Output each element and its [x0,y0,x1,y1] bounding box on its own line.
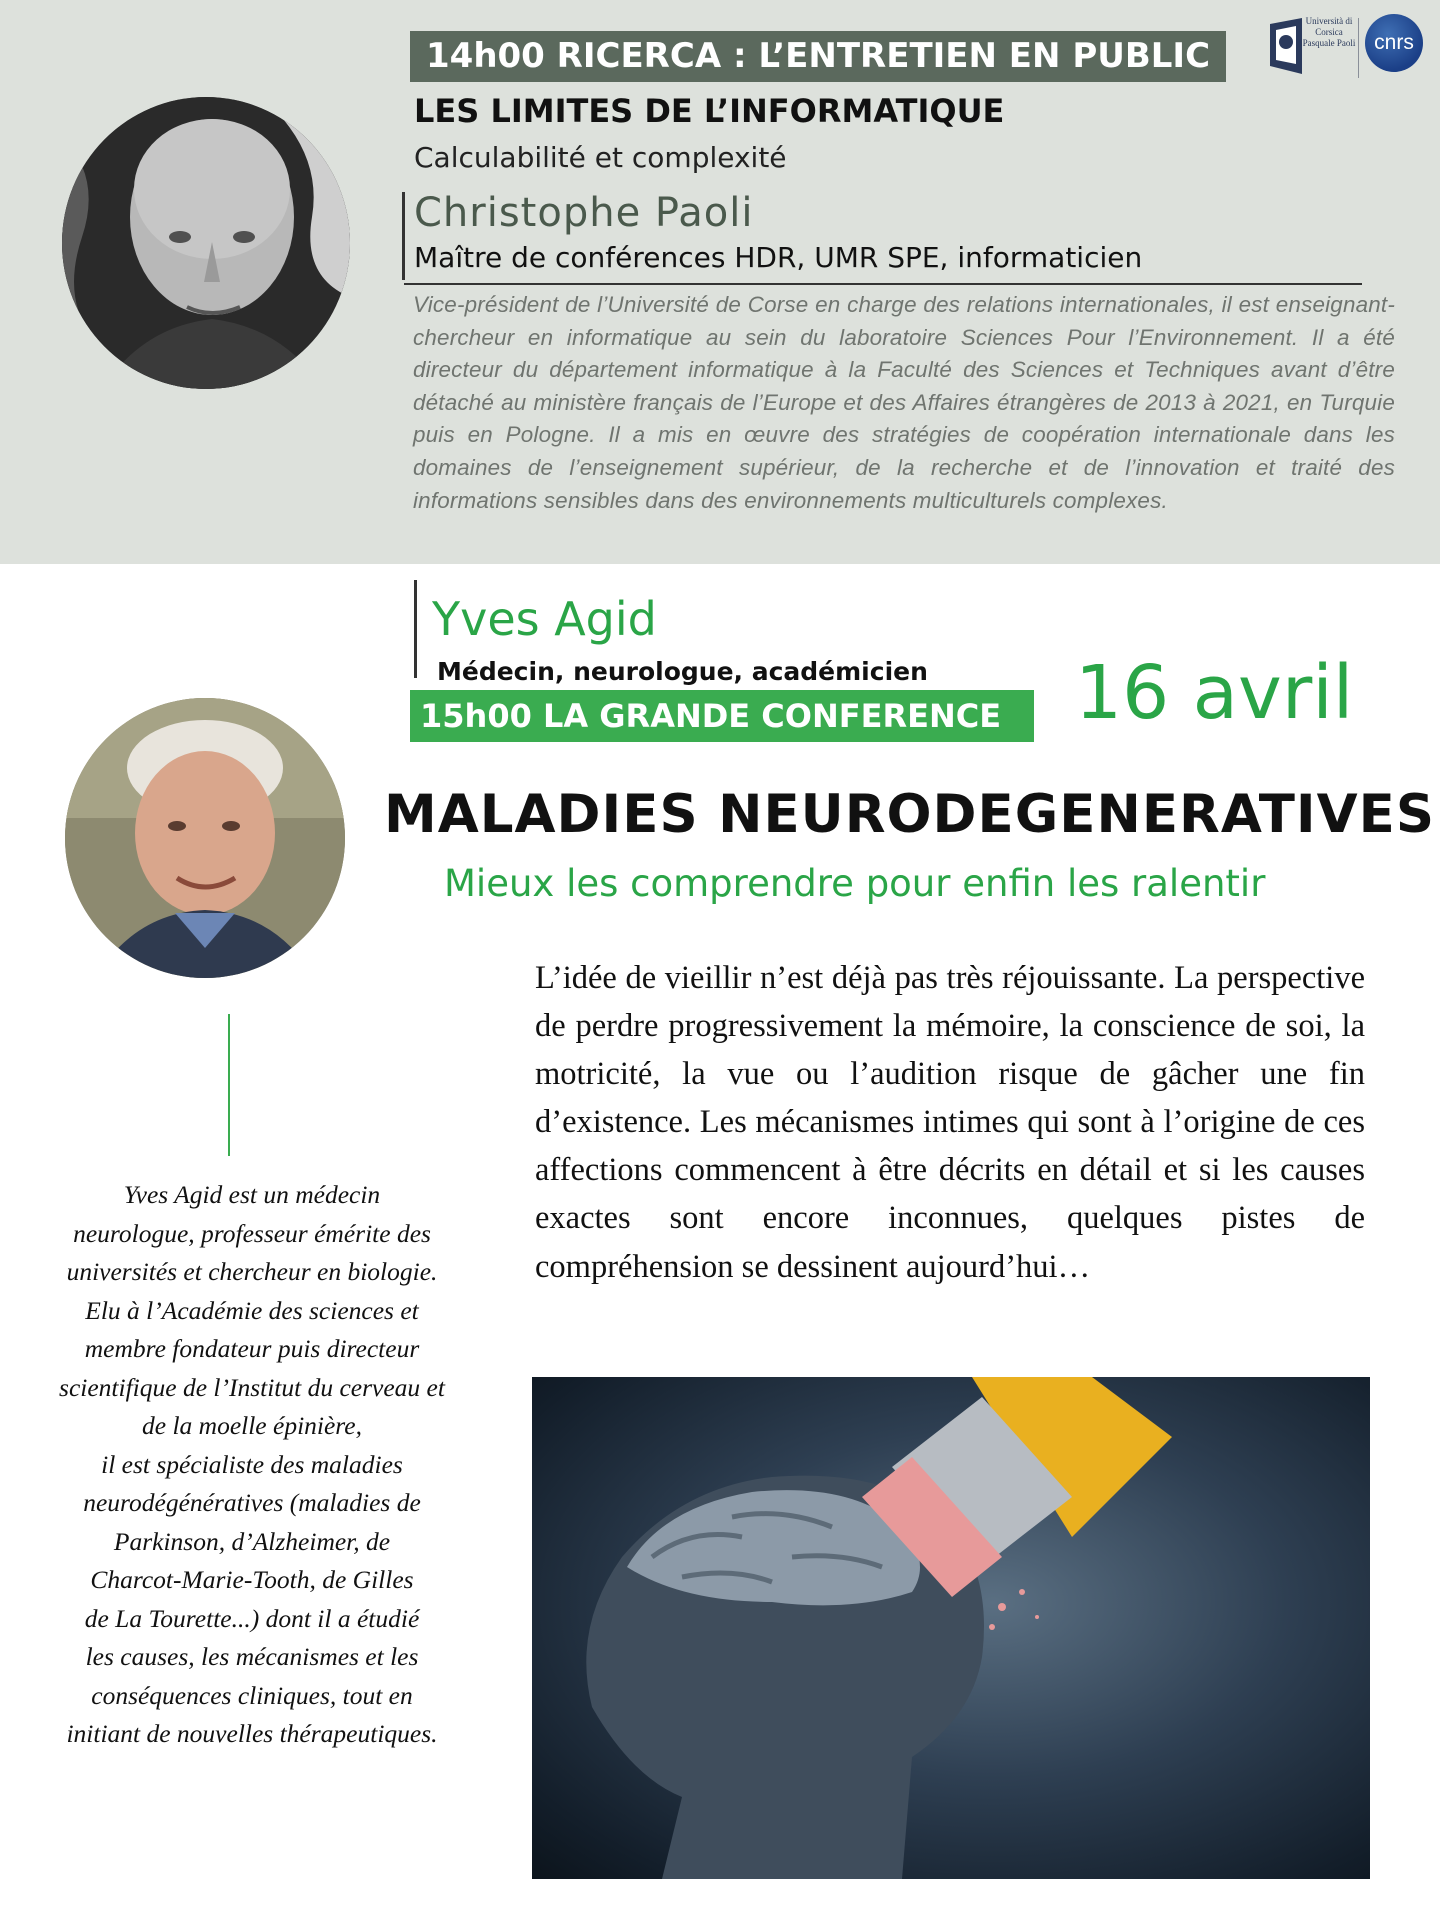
brain-eraser-illustration [532,1377,1370,1879]
green-vertical-rule [228,1014,230,1156]
bottom-speaker-role: Médecin, neurologue, académicien [437,657,928,686]
speaker-accent-bar [402,192,405,280]
speaker-divider [404,283,1362,285]
speaker-accent-bar [414,580,417,678]
bottom-talk-title: MALADIES NEURODEGENERATIVES [384,784,1436,845]
speaker-portrait-christophe-paoli [62,97,350,389]
bottom-speaker-bio: Yves Agid est un médecin neurologue, professeur émérite des universités et chercheur en biologie. Elu à l’Académie des sciences et membre fondateur puis directeur scientifique de l’Institut du cerveau et de la moelle épinière, il est spécialiste des maladies neurodégénératives (maladies de Parkinson, d’Alzheimer, de Charcot-Marie-Tooth, de Gilles de La Tourette...) dont il a étudié les causes, les mécanismes et les conséquences cliniques, tout en initiant de nouvelles thérapeutiques. [59,1180,445,1748]
brain-pencil-image [532,1377,1370,1879]
top-session-banner: 14h00 RICERCA : L’ENTRETIEN EN PUBLIC [410,31,1226,82]
top-talk-title: LES LIMITES DE L’INFORMATIQUE [414,92,1005,130]
event-date: 16 avril [1075,650,1354,736]
speaker-portrait-yves-agid [65,698,345,978]
bottom-talk-description: L’idée de vieillir n’est déjà pas très réjouissante. La perspective de perdre progressivement la mémoire, la conscience de soi, la motricité, la vue ou l’audition risque de gâcher une fin d’existence. Les mécanismes intimes qui sont à l’origine de ces affections commencent à être décrits en détail et si les causes exactes sont encore inconnues, quelques pistes de compréhension se dessinent aujourd’hui… [535,960,1365,1285]
top-speaker-role: Maître de conférences HDR, UMR SPE, informaticien [414,241,1143,274]
bottom-speaker-name: Yves Agid [432,592,657,646]
bottom-session-banner: 15h00 LA GRANDE CONFERENCE [410,690,1034,742]
portrait-illustration [62,97,350,389]
university-logo-wordmark: Università di Corsica Pasquale Paoli [1302,16,1356,48]
logo-divider [1358,18,1359,78]
portrait-illustration [65,698,345,978]
cnrs-logo-icon: cnrs [1365,14,1423,72]
bottom-talk-subtitle: Mieux les comprendre pour enfin les ralentir [444,862,1266,905]
top-speaker-bio: Vice-président de l’Université de Corse en charge des relations internationales, il est enseignant-chercheur en informatique au sein du laboratoire Sciences Pour l’Environnement. Il a été directeur du département informatique à la Faculté des Sciences et Techniques avant d’être détaché au ministère français de l’Europe et des Affaires étrangères de 2013 à 2021, en Turquie puis en Pologne. Il a mis en œuvre des stratégies de coopération internationale dans les domaines de l’enseignement supérieur, de la recherche et de l’innovation et traité des informations sensibles dans des environnements multiculturels complexes. [413,292,1395,513]
top-speaker-name: Christophe Paoli [414,190,754,236]
top-talk-subtitle: Calculabilité et complexité [414,141,787,174]
